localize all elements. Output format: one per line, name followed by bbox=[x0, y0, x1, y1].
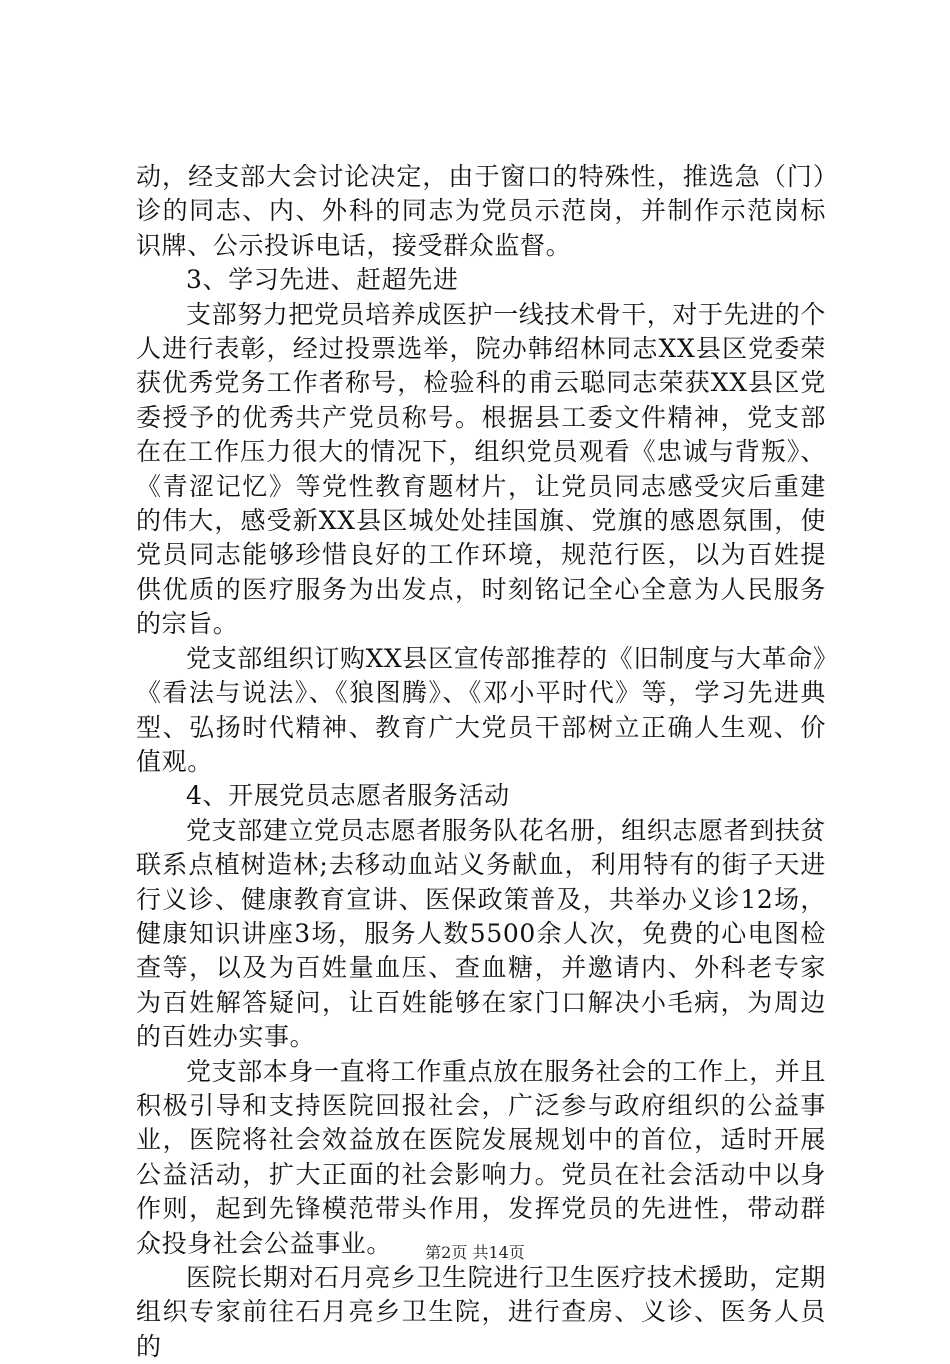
document-body bbox=[136, 160, 826, 1364]
paragraph-body: 党支部本身一直将工作重点放在服务社会的工作上，并且积极引导和支持医院回报社会，广泛参与政府组织的公益事业，医院将社会效益放在医院发展规划中的首位，适时开展公益活动，扩大正面的社会影响力。党员在社会活动中以身作则，起到先锋模范带头作用，发挥党员的先进性，带动群众投身社会公益事业。 bbox=[136, 1056, 827, 1258]
paragraph-body: 医院长期对石月亮乡卫生院进行卫生医疗技术援助，定期组织专家前往石月亮乡卫生院，进行查房、义诊、医务人员的 bbox=[136, 1263, 827, 1361]
section-heading-4: 4、开展党员志愿者服务活动 bbox=[186, 781, 510, 811]
paragraph-body: 党支部组织订购XX县区宣传部推荐的《旧制度与大革命》《看法与说法》、《狼图腾》、《邓小平时代》等，学习先进典型、弘扬时代精神、教育广大党员干部树立正确人生观、价值观。 bbox=[136, 643, 826, 776]
page-number-footer: 第2页 共14页 bbox=[425, 1243, 525, 1262]
paragraph-continuation: 动，经支部大会讨论决定，由于窗口的特殊性，推选急（门）诊的同志、内、外科的同志为党员示范岗，并制作示范岗标识牌、公示投诉电话，接受群众监督。 bbox=[136, 162, 826, 260]
section-heading-3: 3、学习先进、赶超先进 bbox=[186, 265, 459, 295]
paragraph-body: 党支部建立党员志愿者服务队花名册，组织志愿者到扶贫联系点植树造林;去移动血站义务献血，利用特有的街子天进行义诊、健康教育宣讲、医保政策普及，共举办义诊12场，健康知识讲座3场，服务人数5500余人次，免费的心电图检查等，以及为百姓量血压、查血糖，并邀请内、外科老专家为百姓解答疑问，让百姓能够在家门口解决小毛病，为周边的百姓办实事。 bbox=[136, 815, 827, 1052]
paragraph-body: 支部努力把党员培养成医护一线技术骨干，对于先进的个人进行表彰，经过投票选举，院办韩绍林同志XX县区党委荣获优秀党务工作者称号，检验科的甫云聪同志荣获XX县区党委授予的优秀共产党员称号。根据县工委文件精神，党支部在在工作压力很大的情况下，组织党员观看《忠诚与背叛》、《青涩记忆》等党性教育题材片，让党员同志感受灾后重建的伟大，感受新XX县区城处处挂国旗、党旗的感恩氛围，使党员同志能够珍惜良好的工作环境，规范行医，以为百姓提供优质的医疗服务为出发点，时刻铭记全心全意为人民服务的宗旨。 bbox=[136, 299, 827, 639]
